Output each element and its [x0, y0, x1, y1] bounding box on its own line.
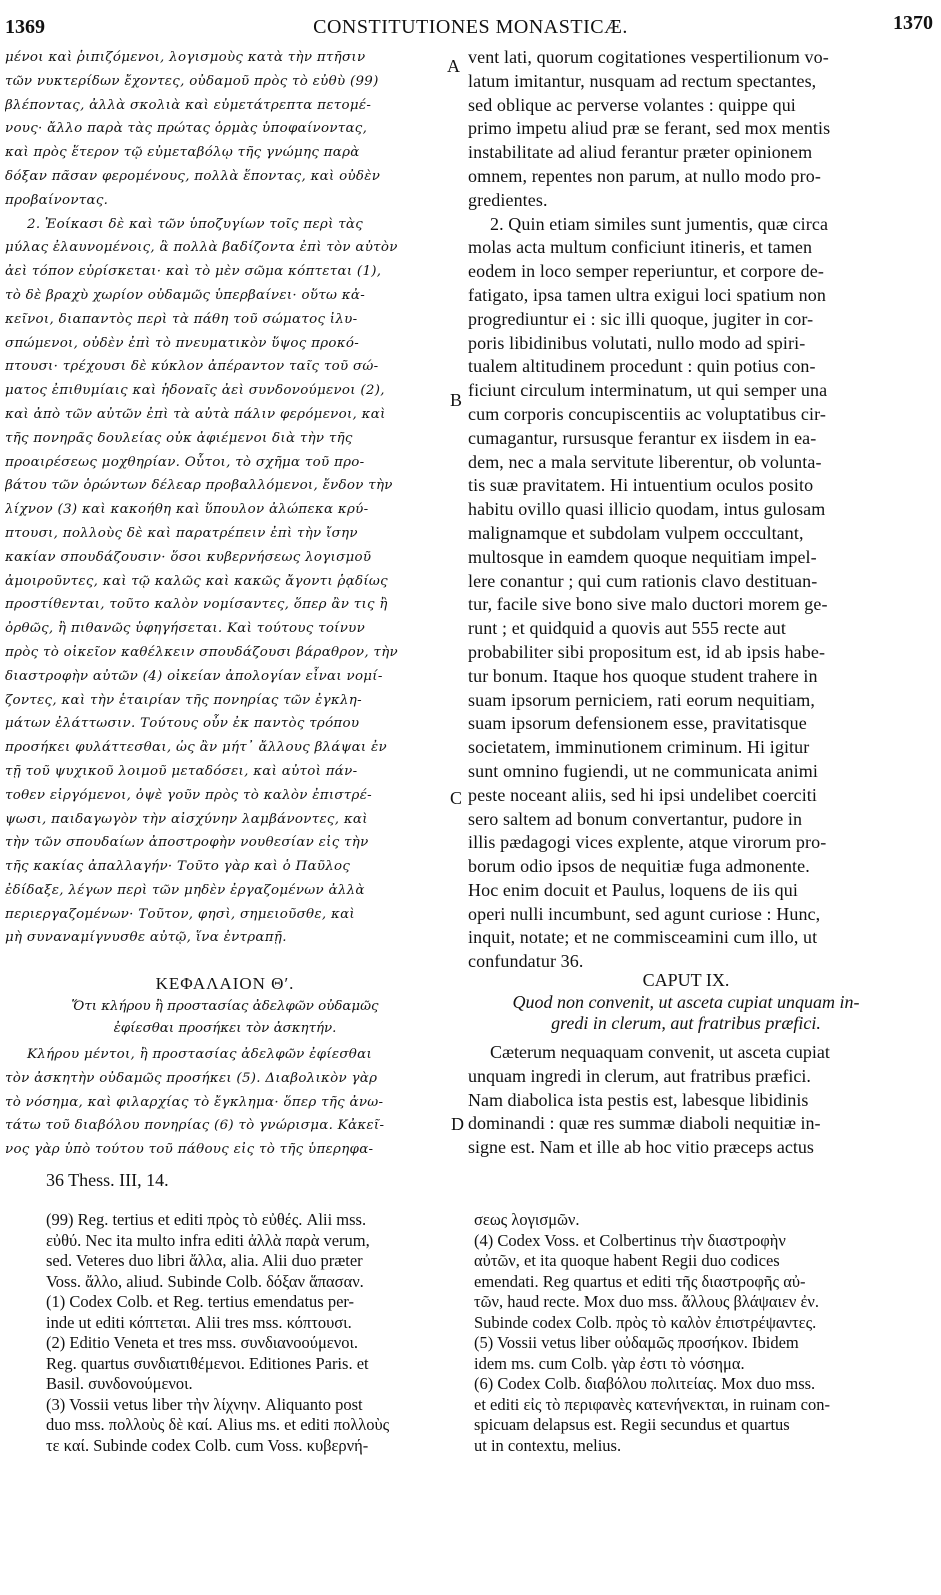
- latin-text-line: progrediuntur ei : sic illi quoque, jugiter in cor-: [468, 308, 814, 329]
- greek-text-line: τῆς κακίας ἀπαλλαγήν· Τοῦτο γὰρ καὶ ὁ Παῦλος: [5, 859, 351, 875]
- note-line: Reg. quartus συνδιατιθέμενοι. Editiones Paris. et: [46, 1353, 369, 1373]
- critical-notes-left: [46, 1210, 446, 1456]
- latin-text-line: Nam diabolica ista pestis est, labesque libidinis: [468, 1089, 809, 1110]
- latin-text-line: tur, facile sive bono sive malo ductori morem ge-: [468, 594, 828, 615]
- greek-text-line: τὸ νόσημα, καὶ φιλαρχίας τὸ ἔγκλημα· ὅπερ τῆς ἀνω-: [5, 1094, 384, 1110]
- latin-text-line: signe est. Nam et ille ab hoc vitio præceps actus: [468, 1137, 814, 1158]
- greek-text-line: ἀμοιροῦντες, καὶ τῷ καλῶς καὶ κακῶς ἄγοντι ῥᾳδίως: [5, 573, 388, 589]
- greek-text-line: μένοι καὶ ῥιπιζόμενοι, λογισμοὺς κατὰ τὴν πτῆσιν: [5, 50, 366, 65]
- latin-text-line: illis pædagogi vices explente, atque virorum pro-: [468, 832, 827, 853]
- note-line: σεως λογισμῶν.: [474, 1210, 580, 1229]
- greek-text-line: μὴ συναναμίγνυσθε αὐτῷ, ἵνα ἐντραπῇ.: [5, 930, 287, 946]
- note-line: (4) Codex Voss. et Colbertinus τὴν διαστροφὴν: [474, 1230, 786, 1250]
- greek-text-line: περιεργαζομένων· Τοῦτον, φησὶ, σημειοῦσθε, καὶ: [5, 906, 355, 922]
- latin-text-line: omnem, repentes non parum, at nullo modo pro-: [468, 165, 821, 186]
- page-header: [0, 10, 941, 40]
- latin-text-line: cum corporis concupiscentiis ac voluptatibus cir-: [468, 403, 826, 424]
- latin-text-line: cumagantur, rursusque ferantur ex iisdem in ea-: [468, 427, 817, 448]
- note-line: (3) Vossii vetus liber τὴν λίχνην. Aliquanto post: [46, 1394, 363, 1414]
- latin-text-line: latum imitantur, nusquam ad rectum spectantes,: [468, 70, 817, 91]
- latin-chapter-subtitle-line: Quod non convenit, ut asceta cupiat unquam in-: [512, 992, 860, 1012]
- note-line: (99) Reg. tertius et editi πρὸς τὸ εὐθές. Alii mss.: [46, 1210, 367, 1229]
- latin-text-line: primo impetu aliud præ se ferant, sed mox mentis: [468, 118, 831, 139]
- margin-letter-a: A: [447, 56, 460, 76]
- note-line: ut in contextu, melius.: [474, 1435, 622, 1455]
- latin-text-line: dominandi : quæ res summæ diaboli nequitiæ in-: [468, 1113, 821, 1134]
- latin-chapter-title: CAPUT IX.: [642, 970, 730, 990]
- latin-text-line: instabilitate ad aliud ferantur præter opinionem: [468, 142, 813, 163]
- latin-text-line: poris libidinibus volutati, nullo modo ad spiri-: [468, 332, 806, 353]
- greek-text-line: τάτω τοῦ διαβόλου πονηρίας (6) τὸ γνώρισμα. Κἀκεῖ-: [5, 1118, 385, 1134]
- greek-text-line: νος γὰρ ὑπὸ τούτου τοῦ πάθους εἰς τὸ τῆς ὑπερηφα-: [5, 1142, 374, 1158]
- latin-chapter-text: [468, 1041, 904, 1160]
- latin-text-line: malignamque et subdolam vulpem occcultant,: [468, 522, 804, 543]
- greek-text-line: βάτου τῶν ὁρώντων δέλεαρ προβαλλόμενοι, ἔνδον τὴν: [5, 478, 393, 494]
- latin-text-line: lere conantur ; qui cum rationis clavo destituan-: [468, 570, 818, 591]
- greek-text-line: ἐδίδαξε, λέγων περὶ τῶν μηδὲν ἐργαζομένων ἀλλὰ: [5, 882, 365, 898]
- greek-text-line: κακίαν σπουδάζουσιν· ὅσοι κυβερνήσεως λογισμοῦ: [5, 549, 372, 565]
- page-number-right: 1370: [893, 12, 933, 34]
- latin-text-line: inquit, notate; et ne commisceamini cum illo, ut: [468, 927, 818, 948]
- note-line: emendati. Reg quartus et editi τῆς διαστροφῆς αὐ-: [474, 1271, 806, 1291]
- greek-text-line: τῶν νυκτερίδων ἔχοντες, οὐδαμοῦ πρὸς τὸ εὐθὺ (99): [5, 73, 379, 89]
- greek-text-line: βλέποντας, ἀλλὰ σκολιὰ καὶ εὐμετάτρεπτα πετομέ-: [5, 97, 372, 113]
- greek-text-line: λίχνον (3) καὶ κακοήθη καὶ ὕπουλον ἀλώπεκα κρύ-: [5, 502, 369, 518]
- note-line: (2) Editio Veneta et tres mss. συνδιανοούμενοι.: [46, 1333, 359, 1352]
- greek-text-line: μύλας ἐλαυνομένοις, ἃ πολλὰ βαδίζοντα ἐπὶ τὸν αὐτὸν: [5, 240, 398, 256]
- greek-text-line: τὸ δὲ βραχὺ χωρίον οὐδαμῶς ὑπερβαίνει· οὕτω κἀ-: [5, 287, 366, 303]
- scripture-reference: 36 Thess. III, 14.: [46, 1170, 169, 1190]
- greek-chapter-title: ΚΕΦΑΛΑΙΟΝ Θʹ.: [155, 974, 295, 993]
- note-line: et editi εἰς τὸ περιφανὲς κατενήνεκται, in ruinam con-: [474, 1394, 830, 1414]
- margin-letter-d: D: [451, 1114, 464, 1134]
- note-line: (5) Vossii vetus liber οὐδαμῶς προσήκον. Ibidem: [474, 1333, 799, 1352]
- latin-text-line: societatem, imminutionem criminum. Hi igitur: [468, 737, 810, 758]
- latin-text-line: tur bonum. Itaque hos quoque student trahere in: [468, 665, 818, 686]
- greek-chapter-subtitle: [5, 996, 445, 1040]
- greek-text-line: προσήκει φυλάττεσθαι, ὡς ἂν μήτ᾽ ἄλλους βλάψαι ἐν: [5, 740, 387, 756]
- greek-text-line: ζοντες, καὶ τὴν ἑταιρίαν τῆς πονηρίας τῶν ἐγκλη-: [5, 692, 362, 708]
- margin-letter-b: B: [450, 390, 463, 410]
- latin-text-line: 2. Quin etiam similes sunt jumentis, quæ circa: [490, 213, 829, 234]
- latin-text-line: sero saltem ad bonum convertantur, pudore in: [468, 808, 803, 829]
- latin-text-line: Cæterum nequaquam convenit, ut asceta cupiat: [490, 1042, 830, 1062]
- greek-text-line: Κλήρου μέντοι, ἢ προστασίας ἀδελφῶν ἐφίεσθαι: [27, 1047, 373, 1062]
- latin-text-line: suam ipsorum defensionem esse, pravitatisque: [468, 713, 807, 734]
- greek-text-line: προστίθενται, τοῦτο καλὸν νομίσαντες, ὅπερ ἂν τις ἢ: [5, 597, 388, 613]
- critical-notes-right: [474, 1210, 904, 1456]
- greek-text-line: ματος ἐπιθυμίαις καὶ ἡδοναῖς ἀεὶ συνδονούμενοι (2),: [5, 383, 385, 399]
- latin-text-line: sunt omnino fugiendi, ut ne communicata animi: [468, 760, 818, 781]
- greek-chapter-subtitle-line: Ὅτι κλήρου ἢ προστασίας ἀδελφῶν οὐδαμῶς: [71, 999, 379, 1014]
- latin-text-line: tis suæ pravitatem. Hi intuentium oculos posito: [468, 475, 814, 496]
- latin-text-line: probabiliter sibi propositum est, id ab ipsis habe-: [468, 641, 826, 662]
- greek-text-line: τοθεν εἰργόμενοι, ὀψὲ γοῦν πρὸς τὸ καλὸν ἐπιστρέ-: [5, 787, 373, 803]
- note-line: duo mss. πολλοὺς δὲ καί. Alius ms. et editi πολλοὺς: [46, 1415, 390, 1434]
- latin-text-line: eodem in loco semper reperiuntur, et corpore de-: [468, 261, 824, 282]
- greek-text-line: τῇ τοῦ ψυχικοῦ λοιμοῦ μεταδόσει, καὶ αὐτοὶ πάν-: [5, 763, 358, 779]
- note-line: Basil. συνδονούμενοι.: [46, 1374, 193, 1393]
- latin-text-line: fatigato, ipsa tamen ultra exigui loci spatium non: [468, 284, 826, 305]
- greek-text-line: τῆς πονηρᾶς δουλείας οὐκ ἀφιέμενοι διὰ τὴν τῆς: [5, 430, 353, 446]
- note-line: idem ms. cum Colb. γὰρ ἐστι τὸ νόσημα.: [474, 1353, 745, 1373]
- note-line: τε καί. Subinde codex Colb. cum Voss. κυβερνή-: [46, 1435, 369, 1455]
- greek-chapter-subtitle-line: ἐφίεσθαι προσήκει τὸν ἀσκητήν.: [113, 1021, 337, 1036]
- greek-text-line: καὶ πρὸς ἕτερον τῷ εὐμεταβόλῳ τῆς γνώμης παρὰ: [5, 145, 360, 161]
- greek-text-column: [5, 46, 445, 950]
- note-line: (6) Codex Colb. διαβόλου πολιτείας. Mox duo mss.: [474, 1374, 816, 1393]
- greek-text-line: ὀρθῶς, ἢ πιθανῶς ὑφηγήσεται. Καὶ τούτους τοίνυν: [5, 621, 366, 637]
- greek-text-line: πρὸς τὸ οἰκεῖον καθέλκειν σπουδάζουσι βάραθρον, τὴν: [5, 644, 398, 660]
- greek-text-line: δόξαν πᾶσαν φερομένους, πολλὰ ἕποντας, καὶ οὐδὲν: [5, 168, 381, 184]
- note-line: τῶν, haud recte. Mox duo mss. ἄλλους βλάψαιεν ἐν.: [474, 1292, 820, 1311]
- note-line: αὐτῶν, et ita quoque habent Regii duo codices: [474, 1251, 780, 1270]
- greek-chapter-text: [5, 1043, 445, 1162]
- greek-text-line: πτουσι· τρέχουσι δὲ κύκλον ἀπέραντον ταῖς τοῦ σώ-: [5, 359, 379, 375]
- latin-text-line: dem, nec a mala servitute liberentur, ob volunta-: [468, 451, 822, 472]
- note-line: (1) Codex Colb. et Reg. tertius emendatus per-: [46, 1292, 355, 1311]
- note-line: Subinde codex Colb. πρὸς τὸ καλὸν ἐπιστρέψαντες.: [474, 1312, 817, 1332]
- latin-text-line: gredientes.: [468, 189, 548, 210]
- greek-text-line: πτουσι, πολλοὺς δὲ καὶ παρατρέπειν ἐπὶ τὴν ἴσην: [5, 525, 358, 541]
- note-line: sed. Veteres duo libri ἄλλα, alia. Alii duo præter: [46, 1251, 363, 1270]
- greek-text-line: τὸν ἀσκητὴν οὐδαμῶς προσήκει (5). Διαβολικὸν γὰρ: [5, 1070, 378, 1086]
- latin-text-line: multosque in eamdem quoque nequitiam impel-: [468, 546, 817, 567]
- margin-letter-c: C: [450, 788, 463, 808]
- greek-text-line: κεῖνοι, διαπαντὸς περὶ τὰ πάθη τοῦ σώματος ἰλυ-: [5, 311, 358, 327]
- latin-text-line: molas acta multum conficiunt itineris, et tamen: [468, 237, 813, 258]
- latin-text-line: unquam ingredi in clerum, aut fratribus præfici.: [468, 1065, 811, 1086]
- greek-text-line: σπώμενοι, οὐδὲν ἐπὶ τὸ πνευματικὸν ὕψος προκό-: [5, 335, 360, 351]
- running-title: CONSTITUTIONES MONASTICÆ.: [313, 16, 628, 38]
- note-line: spicuam delapsus est. Regii secundus et quartus: [474, 1415, 790, 1434]
- latin-chapter-subtitle-line: gredi in clerum, aut fratribus præfici.: [551, 1013, 821, 1033]
- latin-text-line: ficiunt circulum interminatum, ut qui semper una: [468, 380, 828, 401]
- latin-text-column: [468, 46, 904, 974]
- latin-text-line: Hoc enim docuit et Paulus, loquens de iis qui: [468, 879, 798, 900]
- latin-text-line: borum odio ipsos de nequitiæ fuga admonente.: [468, 856, 810, 877]
- note-line: Voss. ἄλλο, aliud. Subinde Colb. δόξαν ἅπασαν.: [46, 1271, 364, 1291]
- latin-text-line: habitu ovillo quasi illicio quodam, intus gulosam: [468, 499, 826, 520]
- greek-text-line: 2. Ἐοίκασι δὲ καὶ τῶν ὑποζυγίων τοῖς περὶ τὰς: [27, 216, 364, 232]
- latin-chapter-subtitle: [468, 992, 904, 1034]
- note-line: εὐθύ. Nec ita multo infra editi ἀλλὰ παρὰ verum,: [46, 1230, 370, 1250]
- greek-text-line: ἀεὶ τόπον εὑρίσκεται· καὶ τὸ μὲν σῶμα κόπτεται (1),: [5, 264, 382, 280]
- greek-text-line: τὴν τῶν σπουδαίων ἀποστροφὴν νουθεσίαν εἰς τὴν: [5, 835, 369, 851]
- latin-text-line: operi nulli incumbunt, sed agunt curiose : Hunc,: [468, 903, 821, 924]
- latin-text-line: sed oblique ac perverse volantes : quippe qui: [468, 94, 796, 115]
- note-line: inde ut editi κόπτεται. Alii tres mss. κόπτουσι.: [46, 1312, 352, 1332]
- greek-text-line: προαιρέσεως μοχθηρίαν. Οὗτοι, τὸ σχῆμα τοῦ προ-: [5, 454, 365, 470]
- greek-text-line: διαστροφὴν αὐτῶν (4) οἰκείαν ἀπολογίαν εἶναι νομί-: [5, 668, 383, 684]
- page-number-left: 1369: [5, 16, 45, 38]
- latin-text-line: tualem altitudinem procedunt : quin potius con-: [468, 356, 816, 377]
- greek-text-line: νους· ἄλλο παρὰ τὰς πρώτας ὁρμὰς ὑποφαίνοντας,: [5, 121, 368, 137]
- latin-text-line: vent lati, quorum cogitationes vespertilionum vo-: [468, 47, 829, 67]
- greek-text-line: ψωσι, παιδαγωγὸν τὴν αἰσχύνην λαμβάνοντες, καὶ: [5, 811, 368, 827]
- latin-text-line: runt ; et quidquid a quovis aut 555 recte aut: [468, 618, 786, 639]
- greek-text-line: καὶ ἀπὸ τῶν αὐτῶν ἐπὶ τὰ αὐτὰ πάλιν φερόμενοι, καὶ: [5, 406, 386, 422]
- latin-text-line: confundatur 36.: [468, 951, 584, 972]
- greek-text-line: προβαίνοντας.: [5, 192, 109, 208]
- latin-text-line: peste noceant aliis, sed hi ipsi undelibet coerciti: [468, 784, 817, 805]
- latin-text-line: suam ipsorum perniciem, rati eorum nequitiam,: [468, 689, 815, 710]
- greek-text-line: μάτων ἐλάττωσιν. Τούτους οὖν ἐκ παντὸς τρόπου: [5, 716, 360, 732]
